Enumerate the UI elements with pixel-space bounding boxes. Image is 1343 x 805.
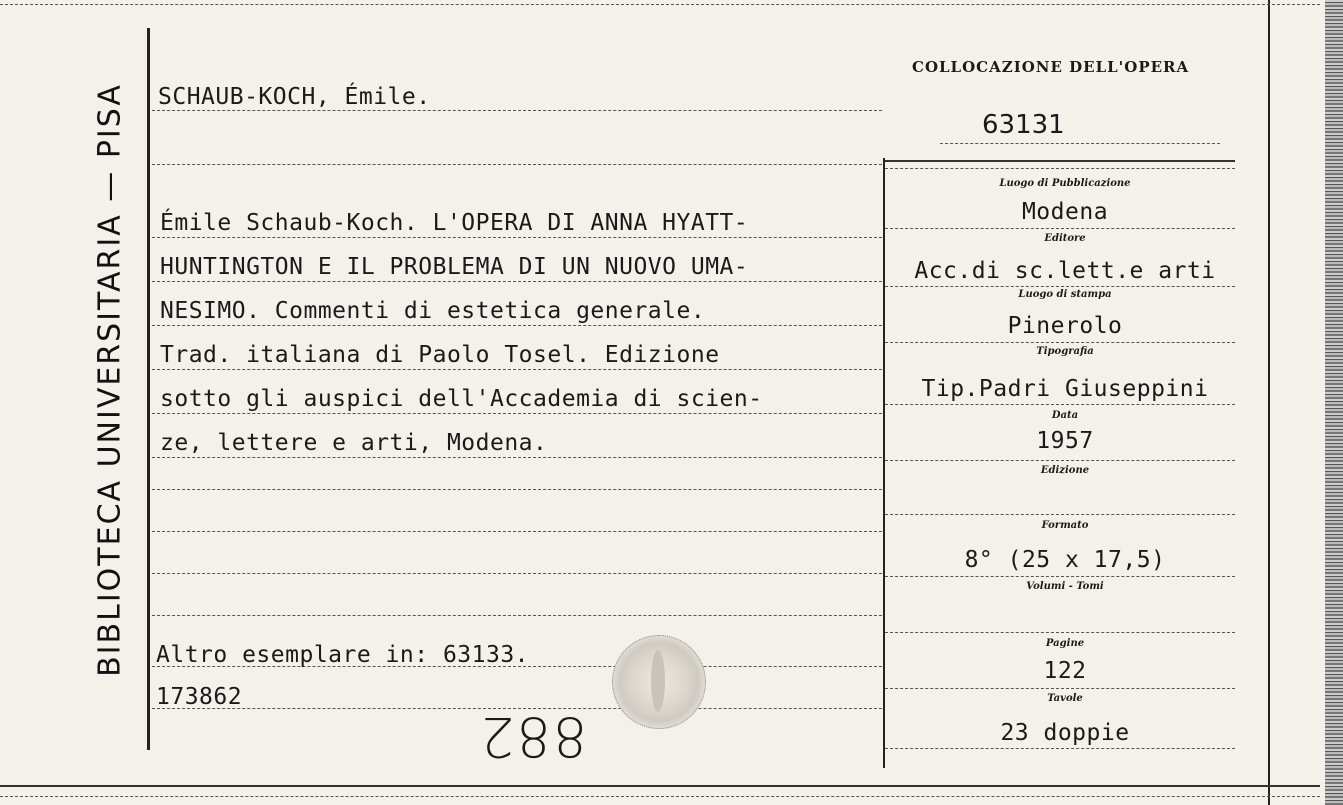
top-rule xyxy=(0,4,1320,5)
luogo-stampa: Pinerolo xyxy=(1007,313,1123,339)
description-line: Émile Schaub-Koch. L'OPERA DI ANNA HYATT- xyxy=(160,210,749,236)
volumi-label: Volumi - Tomi xyxy=(1026,581,1104,592)
luogo-stampa-label: Luogo di stampa xyxy=(1018,289,1112,300)
edizione-label: Edizione xyxy=(1040,465,1090,476)
rule-3 xyxy=(152,237,882,238)
rule-1 xyxy=(152,110,882,111)
formato-label: Formato xyxy=(1041,520,1089,531)
description-line: NESIMO. Commenti di estetica generale. xyxy=(160,298,706,324)
luogo-pub-label: Luogo di Pubblicazione xyxy=(999,178,1131,189)
rule-8 xyxy=(152,457,882,458)
right-rule-3 xyxy=(885,342,1235,343)
right-rule-7 xyxy=(885,576,1235,577)
right-rule-1 xyxy=(885,228,1235,229)
rule-2 xyxy=(152,164,882,165)
right-rule-9 xyxy=(885,688,1235,689)
data-value: 1957 xyxy=(1036,428,1094,454)
card-right-edge-rule xyxy=(1268,0,1270,805)
rule-10 xyxy=(152,531,882,532)
tavole-label: Tavole xyxy=(1047,693,1083,704)
right-rule-8 xyxy=(885,632,1235,633)
scan-edge xyxy=(1325,0,1343,805)
library-label-text: BIBLIOTECA UNIVERSITARIA — PISA xyxy=(92,83,128,677)
inventory-number: 173862 xyxy=(156,684,243,710)
tipografia: Tip.Padri Giuseppini xyxy=(921,376,1209,402)
collocazione-label: COLLOCAZIONE DELL'OPERA xyxy=(912,58,1190,76)
editore: Acc.di sc.lett.e arti xyxy=(914,258,1216,284)
altro-esemplare: Altro esemplare in: 63133. xyxy=(156,642,530,668)
rule-7 xyxy=(152,413,882,414)
right-rule-5 xyxy=(885,460,1235,461)
shelfmark-rule xyxy=(940,143,1220,144)
description-line: HUNTINGTON E IL PROBLEMA DI UN NUOVO UMA- xyxy=(160,254,749,280)
rule-5 xyxy=(152,325,882,326)
right-rule-2 xyxy=(885,286,1235,287)
description-line: ze, lettere e arti, Modena. xyxy=(160,430,548,456)
shelfmark: 63131 xyxy=(982,110,1065,140)
rule-9 xyxy=(152,489,882,490)
luogo-pub: Modena xyxy=(1021,199,1109,225)
formato: 8° (25 x 17,5) xyxy=(964,547,1166,573)
rule-12 xyxy=(152,615,882,616)
right-rule-10 xyxy=(885,748,1235,749)
rule-4 xyxy=(152,281,882,282)
library-stamp-icon xyxy=(612,635,706,729)
bottom-rule xyxy=(0,785,1320,787)
description-line: Trad. italiana di Paolo Tosel. Edizione xyxy=(160,342,720,368)
description-line: sotto gli auspici dell'Accademia di scien- xyxy=(160,386,763,412)
right-rule-4 xyxy=(885,404,1235,405)
tipografia-label: Tipografia xyxy=(1036,346,1094,357)
rule-6 xyxy=(152,369,882,370)
editore-label: Editore xyxy=(1044,233,1086,244)
author-heading: SCHAUB-KOCH, Émile. xyxy=(158,84,431,110)
right-top-rule-2 xyxy=(885,168,1235,169)
right-rule-6 xyxy=(885,514,1235,515)
data-label: Data xyxy=(1051,410,1079,421)
handwritten-number: 882 xyxy=(478,705,588,768)
library-label xyxy=(86,40,134,720)
left-margin-rule xyxy=(147,28,150,750)
rule-11 xyxy=(152,573,882,574)
bottom-rule-2 xyxy=(0,796,1320,797)
pagine-label: Pagine xyxy=(1045,638,1085,649)
right-top-rule xyxy=(885,160,1235,162)
tavole: 23 doppie xyxy=(1000,720,1130,746)
pagine: 122 xyxy=(1043,658,1087,684)
